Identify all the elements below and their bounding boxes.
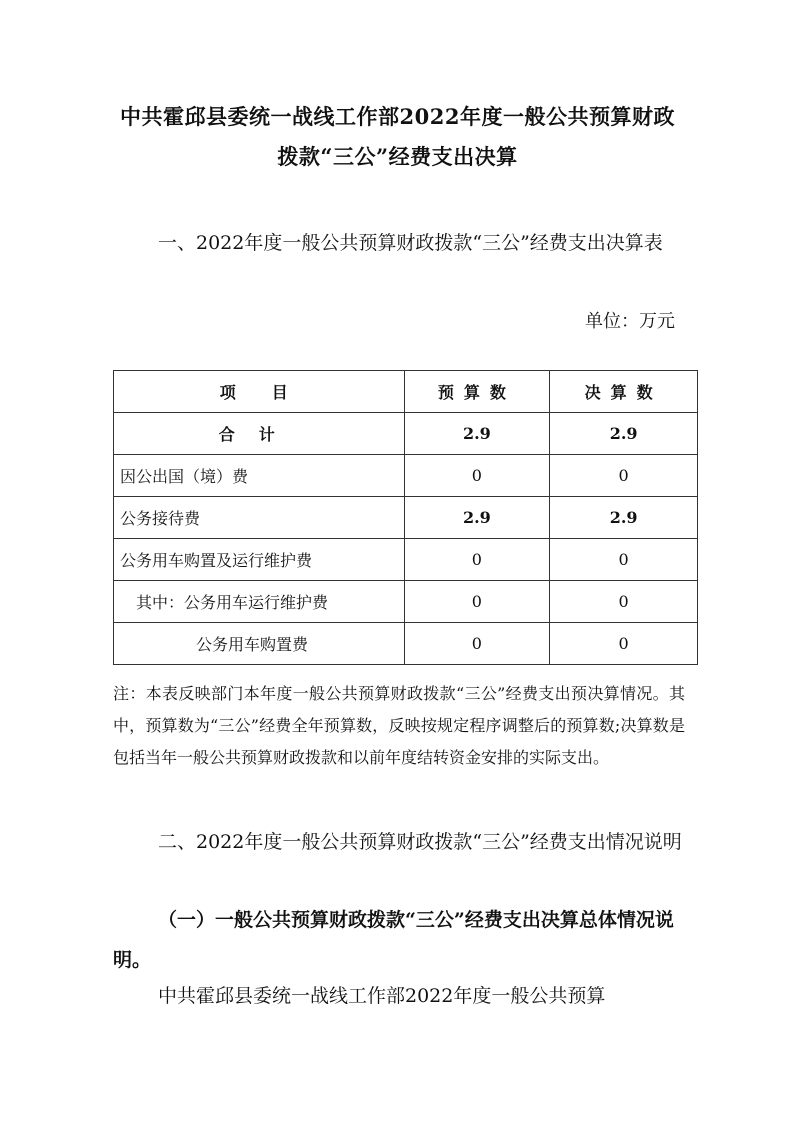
row-final: 0: [550, 623, 698, 665]
row-budget: 0: [404, 539, 550, 581]
subsection1-heading: （一）一般公共预算财政拨款“三公”经费支出决算总体情况说明。: [113, 909, 674, 971]
section2-heading: 二、2022年度一般公共预算财政拨款“三公”经费支出情况说明: [158, 831, 682, 853]
document-title: 中共霍邱县委统一战线工作部2022年度一般公共预算财政拨款“三公”经费支出决算: [120, 104, 675, 169]
table-row: [114, 581, 698, 623]
header-budget: 预算数: [404, 371, 550, 413]
table-note: 注：本表反映部门本年度一般公共预算财政拨款“三公”经费支出预决算情况。其中，预算数为“三公”经费全年预算数，反映按规定程序调整后的预算数;决算数是包括当年一般公共预算财政拨款和以前年度结转资金安排的实际支出。: [113, 684, 685, 767]
section1-heading: 一、2022年度一般公共预算财政拨款“三公”经费支出决算表: [158, 232, 663, 254]
header-final: 决算数: [550, 371, 698, 413]
row-final: 2.9: [550, 497, 698, 539]
paragraph-1: 中共霍邱县委统一战线工作部2022年度一般公共预算: [158, 985, 606, 1007]
table-row: [114, 455, 698, 497]
row-budget: 0: [404, 623, 550, 665]
row-budget: 0: [404, 581, 550, 623]
unit-label: 单位：万元: [585, 311, 675, 332]
row-item: 公务用车购置费: [114, 623, 405, 665]
row-item: 公务接待费: [114, 497, 405, 539]
row-final: 0: [550, 539, 698, 581]
row-budget: 0: [404, 455, 550, 497]
three-public-expenses-table: [113, 370, 698, 665]
row-budget: 2.9: [404, 413, 550, 455]
row-final: 2.9: [550, 413, 698, 455]
row-item: 因公出国（境）费: [114, 455, 405, 497]
row-item: 合计: [114, 413, 405, 455]
table-row: [114, 623, 698, 665]
row-item: 公务用车购置及运行维护费: [114, 539, 405, 581]
table-row-total: [114, 413, 698, 455]
table-header-row: [114, 371, 698, 413]
table-row: [114, 497, 698, 539]
row-budget: 2.9: [404, 497, 550, 539]
header-item: 项 目: [114, 371, 405, 413]
row-final: 0: [550, 455, 698, 497]
row-item: 其中：公务用车运行维护费: [114, 581, 405, 623]
table-row: [114, 539, 698, 581]
row-final: 0: [550, 581, 698, 623]
